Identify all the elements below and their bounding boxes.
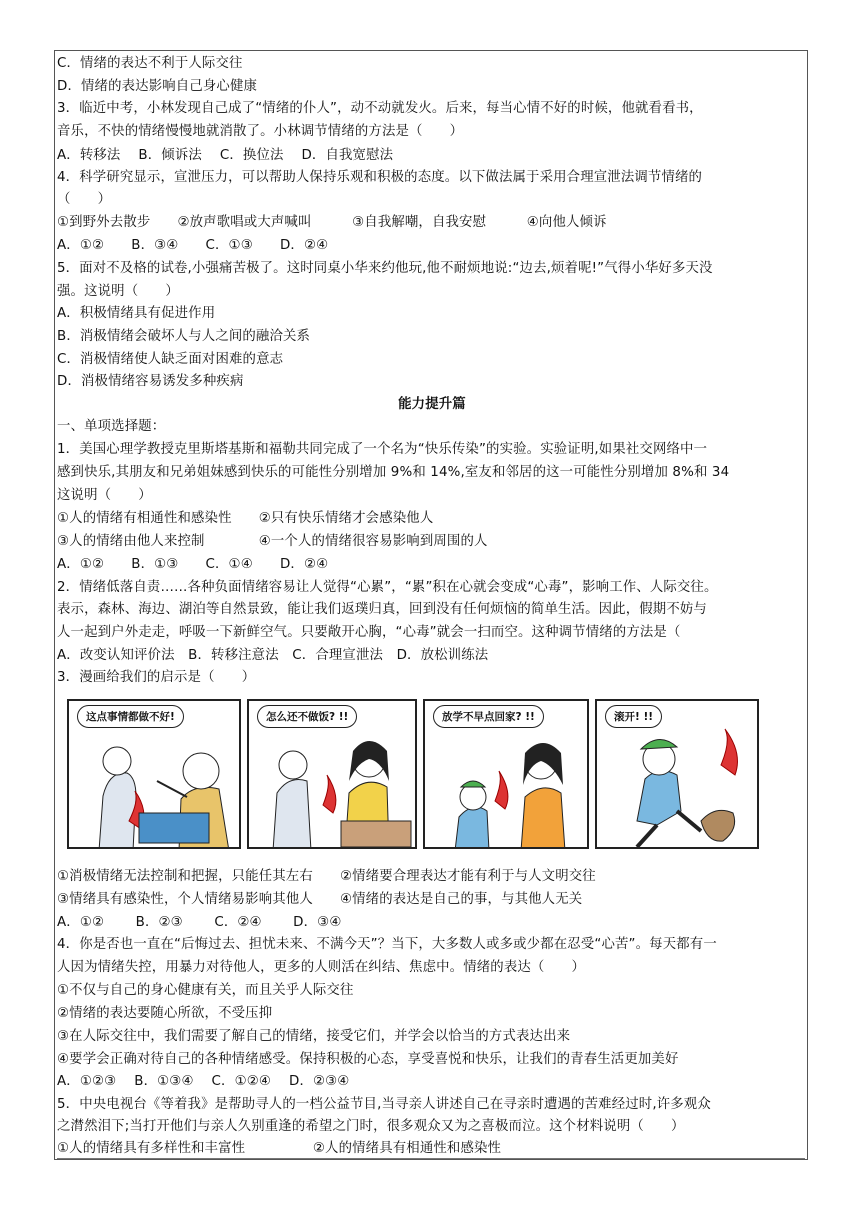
question-5-option-d: D．消极情绪容易诱发多种疾病 <box>57 374 244 389</box>
p2-question-4-item-2: ②情绪的表达要随心所欲，不受压抑 <box>57 1006 273 1021</box>
question-5-option-c: C．消极情绪使人缺乏面对困难的意志 <box>57 352 284 367</box>
question-3-options: A．转移法 B．倾诉法 C．换位法 D．自我宽慰法 <box>57 148 394 163</box>
p2-question-1-options: A．①② B．①③ C．①④ D．②④ <box>57 557 329 572</box>
comic-panel-1-bubble: 这点事情都做不好! <box>77 705 184 728</box>
question-4-items: ①到野外去散步 ②放声歌唱或大声喊叫 ③自我解嘲，自我安慰 ④向他人倾诉 <box>57 215 607 230</box>
p2-question-4-text: 4．你是否也一直在“后悔过去、担忧未来、不满今天”？当下，大多数人或多或少都在忍受“心苦”。每天都有一 <box>57 937 717 952</box>
p2-question-1-prompt: 这说明（ ） <box>57 488 152 503</box>
p2-question-4-item-1: ①不仅与自己的身心健康有关，而且关乎人际交往 <box>57 983 354 998</box>
comic-panel-3-bubble: 放学不早点回家? !! <box>433 705 544 728</box>
question-5-text-cont: 强。这说明（ ） <box>57 284 179 299</box>
p2-question-1-text-cont: 感到快乐,其朋友和兄弟姐妹感到快乐的可能性分别增加 9%和 14%,室友和邻居的这一可能性分别增加 8%和 34 <box>57 465 730 480</box>
p2-question-4-options: A．①②③ B．①③④ C．①②④ D．②③④ <box>57 1074 350 1089</box>
comic-item-1-2: ①消极情绪无法控制和把握，只能任其左右 ②情绪要合理表达才能有利于与人文明交往 <box>57 869 596 884</box>
p2-question-3-options: A．①② B．②③ C．②④ D．③④ <box>57 915 342 930</box>
comic-panel-4 <box>595 699 759 849</box>
section-title: 能力提升篇 <box>398 397 466 412</box>
comic-panel-4-bubble: 滚开! !! <box>605 705 662 728</box>
question-3-text: 3．临近中考，小林发现自己成了“情绪的仆人”，动不动就发火。后来，每当心情不好的时候，他就看看书， <box>57 101 703 116</box>
p2-question-4-text-cont: 人因为情绪失控，用暴力对待他人，更多的人则活在纠结、焦虑中。情绪的表达（ ） <box>57 960 586 975</box>
p2-question-1-text: 1．美国心理学教授克里斯塔基斯和福勒共同完成了一个名为“快乐传染”的实验。实验证明,如果社交网络中一 <box>57 442 708 457</box>
p2-question-4-item-3: ③在人际交往中，我们需要了解自己的情绪，接受它们，并学会以恰当的方式表达出来 <box>57 1029 571 1044</box>
question-5-text: 5．面对不及格的试卷,小强痛苦极了。这时同桌小华来约他玩,他不耐烦地说:“边去,烦着呢!”气得小华好多天没 <box>57 261 713 276</box>
comic-item-3-4: ③情绪具有感染性，个人情绪易影响其他人 ④情绪的表达是自己的事，与其他人无关 <box>57 892 583 907</box>
p2-question-5-items: ①人的情绪具有多样性和丰富性 ②人的情绪具有相通性和感染性 <box>57 1140 805 1159</box>
question-4-text: 4．科学研究显示，宣泄压力，可以帮助人保持乐观和积极的态度。以下做法属于采用合理宣泄法调节情绪的 <box>57 170 703 185</box>
comic-panel-1 <box>67 699 241 849</box>
p2-question-1-items-2: ③人的情绪由他人来控制 ④一个人的情绪很容易影响到周围的人 <box>57 534 488 549</box>
p2-question-4-item-4: ④要学会正确对待自己的各种情绪感受。保持积极的心态，享受喜悦和快乐，让我们的青春生活更加美好 <box>57 1052 679 1067</box>
p2-question-5-text: 5．中央电视台《等着我》是帮助寻人的一档公益节目,当寻亲人讲述自己在寻亲时遭遇的苦难经过时,许多观众 <box>57 1097 711 1112</box>
document-frame <box>54 50 808 1160</box>
p2-question-3-text: 3．漫画给我们的启示是（ ） <box>57 670 256 685</box>
p2-question-2-text: 2．情绪低落自责……各种负面情绪容易让人觉得“心累”，“累”积在心就会变成“心毒”，影响工作、人际交往。 <box>57 580 718 595</box>
option-c: C．情绪的表达不利于人际交往 <box>57 56 243 71</box>
comic-panel-2-bubble: 怎么还不做饭? !! <box>257 705 357 728</box>
p2-question-1-items-1: ①人的情绪有相通性和感染性 ②只有快乐情绪才会感染他人 <box>57 511 434 526</box>
question-3-text-cont: 音乐，不快的情绪慢慢地就消散了。小林调节情绪的方法是（ ） <box>57 124 464 139</box>
question-4-blank: （ ） <box>57 192 112 207</box>
comic-strip <box>67 699 807 851</box>
section-subtitle: 一、单项选择题： <box>57 419 166 434</box>
comic-panel-2 <box>247 699 417 849</box>
p2-question-2-text-cont2: 人一起到户外走走，呼吸一下新鲜空气。只要敞开心胸，“心毒”就会一扫而空。这种调节情绪的方法是（ <box>57 625 681 640</box>
question-5-option-a: A．积极情绪具有促进作用 <box>57 306 216 321</box>
p2-question-5-text-cont: 之潸然泪下;当打开他们与亲人久别重逢的希望之门时，很多观众又为之喜极而泣。这个材料说明（ ） <box>57 1119 685 1134</box>
p2-question-2-options: A．改变认知评价法 B．转移注意法 C．合理宣泄法 D．放松训练法 <box>57 648 489 663</box>
question-5-option-b: B．消极情绪会破坏人与人之间的融洽关系 <box>57 329 311 344</box>
comic-panel-3 <box>423 699 589 849</box>
p2-question-2-text-cont: 表示，森林、海边、湖泊等自然景致，能让我们返璞归真，回到没有任何烦恼的简单生活。因此，假期不妨与 <box>57 602 707 617</box>
question-4-options: A．①② B．③④ C．①③ D．②④ <box>57 238 329 253</box>
option-d: D．情绪的表达影响自己身心健康 <box>57 79 258 94</box>
